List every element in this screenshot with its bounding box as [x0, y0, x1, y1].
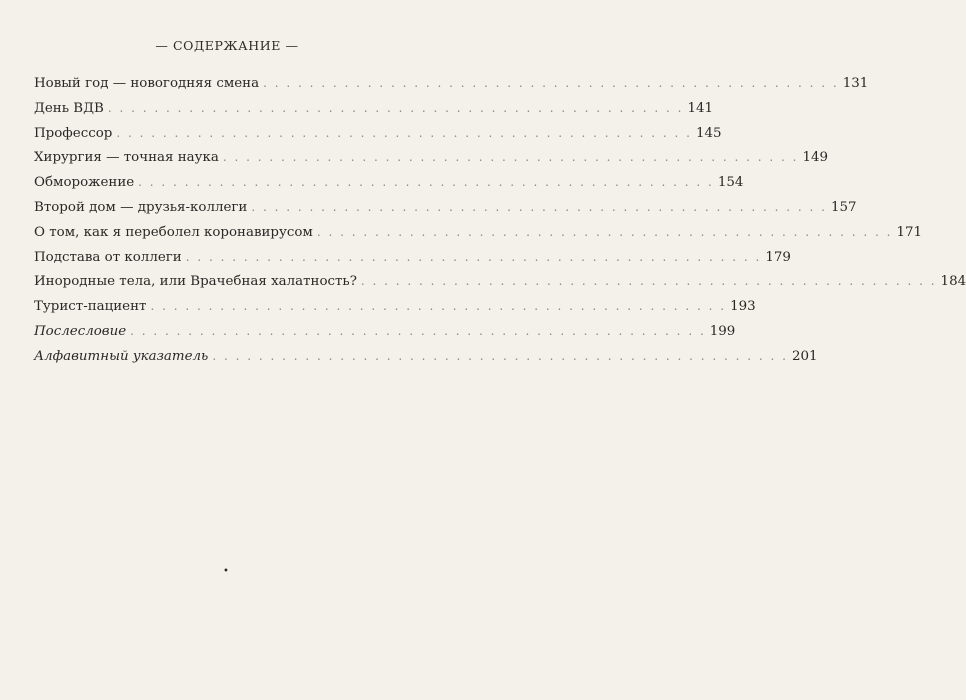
toc-entry	[34, 224, 923, 249]
toc-dot-leader: . . . . . . . . . . . . . . . . . . . . . . . . . . . . . . . . . . . . . . . . . . . . . . . . . .	[116, 125, 692, 140]
toc-entry	[34, 100, 714, 125]
toc-dot-leader: . . . . . . . . . . . . . . . . . . . . . . . . . . . . . . . . . . . . . . . . . . . . . . . . . .	[263, 76, 839, 90]
toc-dot-leader: . . . . . . . . . . . . . . . . . . . . . . . . . . . . . . . . . . . . . . . . . . . . . . . . . .	[360, 274, 937, 289]
page-header: — СОДЕРЖАНИЕ —	[155, 38, 299, 53]
toc-entry-page-number: 171	[896, 224, 923, 240]
toc-entry-page-number: 201	[791, 348, 818, 364]
toc-entry-page-number: 184	[940, 274, 966, 290]
toc-entry	[34, 298, 756, 323]
toc-entry-page-number: 199	[709, 323, 736, 339]
page-marker: •	[223, 566, 229, 577]
toc-entry	[34, 125, 722, 150]
toc-entry	[34, 199, 857, 224]
toc-entry	[34, 249, 791, 274]
toc-entry	[34, 149, 829, 174]
toc-entry-page-number: 131	[842, 76, 869, 91]
toc-entry	[34, 348, 818, 373]
toc-entry	[34, 75, 869, 100]
toc-dot-leader: . . . . . . . . . . . . . . . . . . . . . . . . . . . . . . . . . . . . . . . . . . . . . . . . . .	[222, 150, 799, 165]
toc-dot-leader: . . . . . . . . . . . . . . . . . . . . . . . . . . . . . . . . . . . . . . . . . . . . . . . . . .	[316, 224, 893, 239]
toc-entry-title: Послесловие	[34, 323, 127, 339]
toc-entry-title: Турист-пациент	[34, 299, 147, 315]
table-of-contents	[34, 75, 966, 373]
toc-dot-leader: . . . . . . . . . . . . . . . . . . . . . . . . . . . . . . . . . . . . . . . . . . . . . . . . . .	[212, 348, 788, 363]
toc-entry-title: Второй дом — друзья-коллеги	[34, 199, 248, 215]
toc-entry	[34, 273, 966, 298]
toc-entry-title: Хирургия — точная наука	[34, 150, 219, 166]
toc-entry-page-number: 149	[802, 150, 829, 166]
toc-dot-leader: . . . . . . . . . . . . . . . . . . . . . . . . . . . . . . . . . . . . . . . . . . . . . . . . . .	[107, 100, 684, 115]
toc-entry-title: Профессор	[34, 125, 113, 141]
toc-entry	[34, 174, 744, 199]
toc-entry-title: Инородные тела, или Врачебная халатность?	[34, 274, 357, 290]
toc-dot-leader: . . . . . . . . . . . . . . . . . . . . . . . . . . . . . . . . . . . . . . . . . . . . . . . . . .	[251, 199, 827, 214]
toc-entry-title: Подстава от коллеги	[34, 249, 182, 265]
toc-dot-leader: . . . . . . . . . . . . . . . . . . . . . . . . . . . . . . . . . . . . . . . . . . . . . . . . . .	[130, 323, 706, 338]
toc-entry-page-number: 179	[765, 249, 791, 265]
toc-entry-page-number: 145	[696, 125, 722, 141]
toc-entry-title: О том, как я переболел коронавирусом	[34, 224, 313, 240]
toc-entry-title: День ВДВ	[34, 100, 104, 116]
toc-entry-title: Алфавитный указатель	[34, 348, 209, 364]
toc-entry-page-number: 141	[687, 100, 714, 116]
toc-entry-title: Обморожение	[34, 175, 135, 191]
toc-entry-page-number: 154	[717, 175, 744, 191]
toc-entry-title: Новый год — новогодняя смена	[34, 76, 260, 91]
toc-entry-page-number: 193	[730, 299, 756, 315]
toc-entry	[34, 323, 736, 348]
toc-dot-leader: . . . . . . . . . . . . . . . . . . . . . . . . . . . . . . . . . . . . . . . . . . . . . . . . . .	[185, 249, 762, 264]
toc-dot-leader: . . . . . . . . . . . . . . . . . . . . . . . . . . . . . . . . . . . . . . . . . . . . . . . . . .	[138, 175, 714, 190]
toc-entry-page-number: 157	[830, 199, 857, 215]
toc-dot-leader: . . . . . . . . . . . . . . . . . . . . . . . . . . . . . . . . . . . . . . . . . . . . . . . . . .	[150, 299, 727, 314]
